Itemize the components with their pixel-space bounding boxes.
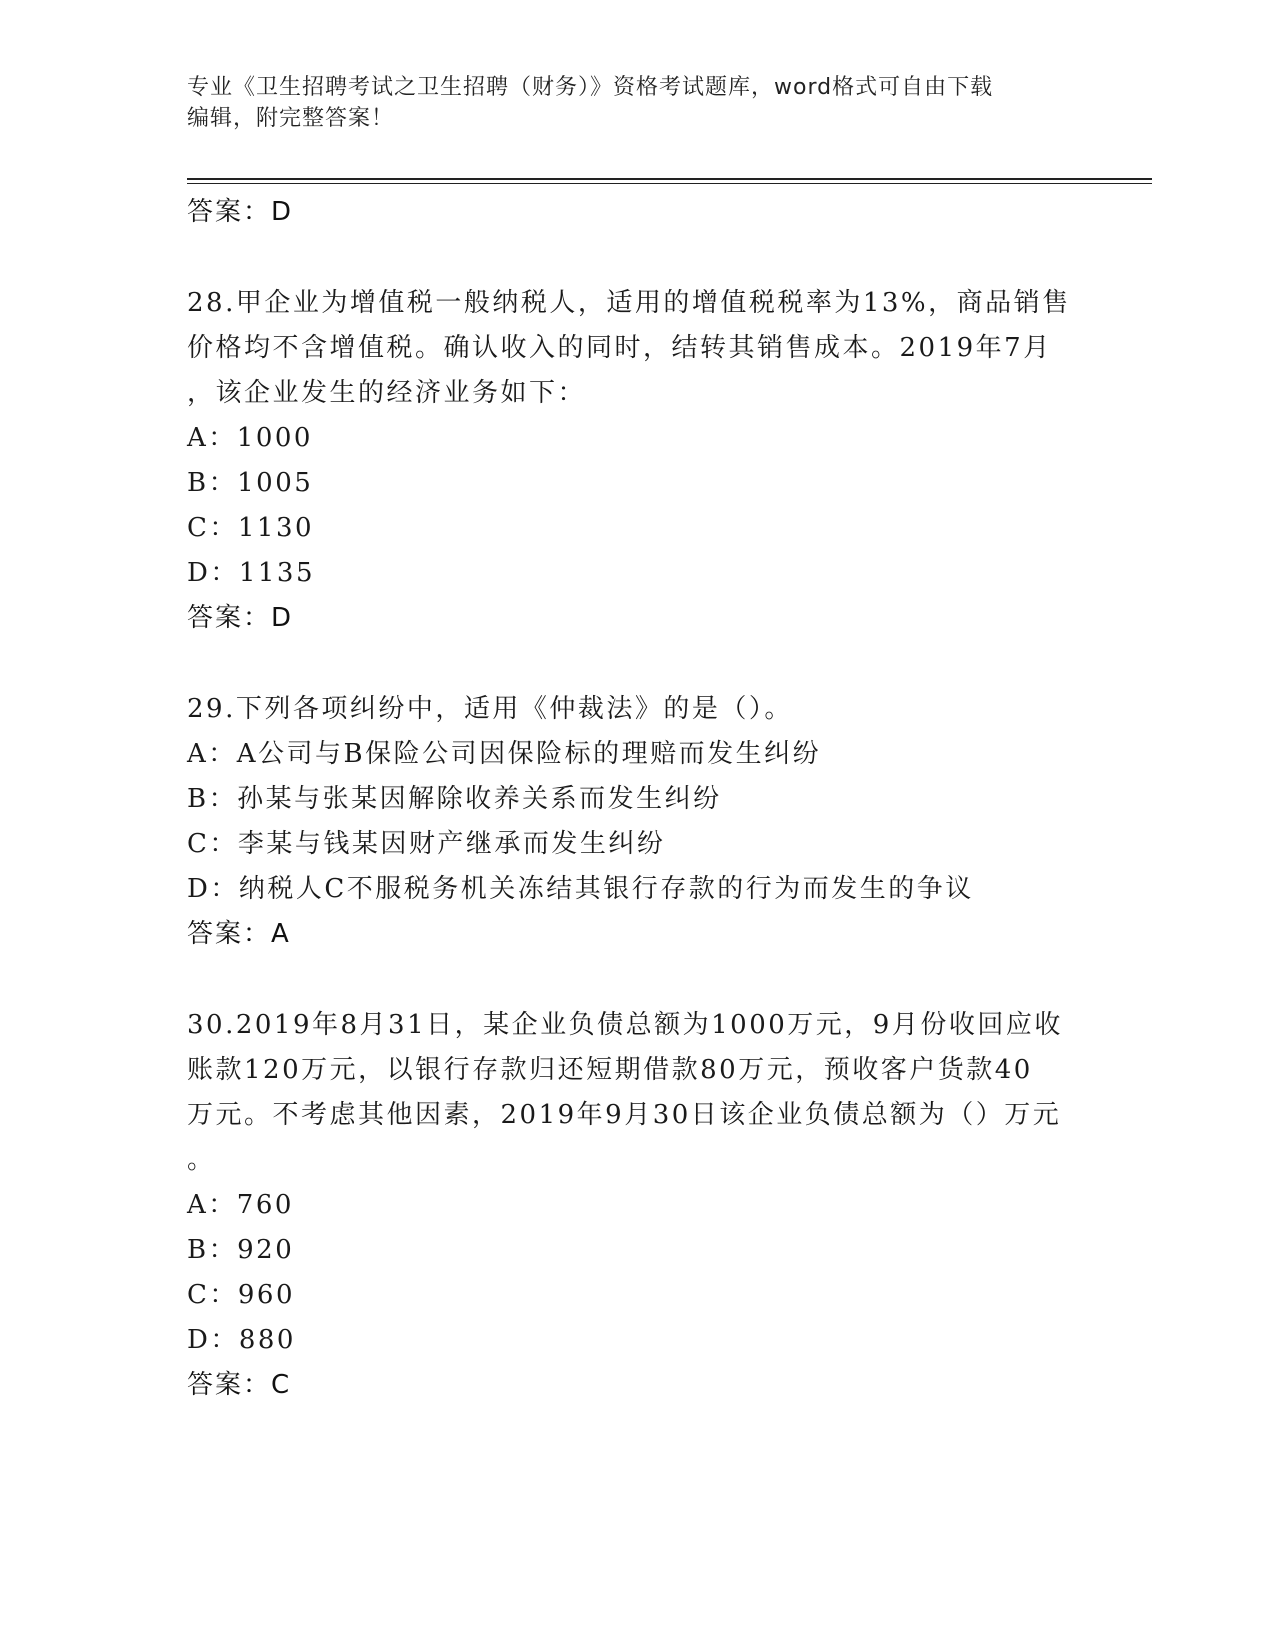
- header-line-1: 专业《卫生招聘考试之卫生招聘（财务）》资格考试题库，word格式可自由下载: [187, 75, 994, 100]
- question-stem-line: 。: [187, 1145, 216, 1175]
- question-stem-line: 万元。不考虑其他因素，2019年9月30日该企业负债总额为（）万元: [187, 1100, 1062, 1130]
- question-stem-line: 30.2019年8月31日，某企业负债总额为1000万元，9月份收回应收: [187, 1010, 1063, 1040]
- previous-answer: 答案：D: [187, 197, 294, 227]
- question-stem-line: 29.下列各项纠纷中，适用《仲裁法》的是（）。: [187, 694, 793, 724]
- header-line-2: 编辑，附完整答案！: [187, 106, 395, 131]
- option-a: A：A公司与B保险公司因保险标的理赔而发生纠纷: [187, 739, 822, 769]
- question-30: [187, 1003, 1087, 1408]
- answer: 答案：C: [187, 1370, 292, 1400]
- answer: 答案：D: [187, 603, 294, 633]
- question-28: [187, 281, 1087, 641]
- option-a: A：1000: [187, 423, 313, 453]
- question-stem-line: ，该企业发生的经济业务如下：: [187, 378, 587, 408]
- question-list: [187, 190, 1087, 1408]
- header-divider-thin: [187, 183, 1152, 184]
- question-stem-line: 价格均不含增值税。确认收入的同时，结转其销售成本。2019年7月: [187, 333, 1052, 363]
- option-b: B：孙某与张某因解除收养关系而发生纠纷: [187, 784, 722, 814]
- question-stem-line: 账款120万元，以银行存款归还短期借款80万元，预收客户货款40: [187, 1055, 1033, 1085]
- question-29: [187, 687, 1087, 957]
- option-c: C：李某与钱某因财产继承而发生纠纷: [187, 829, 666, 859]
- option-c: C：1130: [187, 513, 315, 543]
- option-a: A：760: [187, 1190, 294, 1220]
- document-header: [187, 72, 1087, 134]
- option-d: D：1135: [187, 558, 316, 588]
- question-stem-line: 28.甲企业为增值税一般纳税人，适用的增值税税率为13%，商品销售: [187, 288, 1071, 318]
- option-b: B：1005: [187, 468, 314, 498]
- option-d: D：880: [187, 1325, 296, 1355]
- answer: 答案：A: [187, 919, 291, 949]
- option-d: D：纳税人C不服税务机关冻结其银行存款的行为而发生的争议: [187, 874, 974, 904]
- option-b: B：920: [187, 1235, 295, 1265]
- header-divider-thick: [187, 178, 1152, 180]
- option-c: C：960: [187, 1280, 296, 1310]
